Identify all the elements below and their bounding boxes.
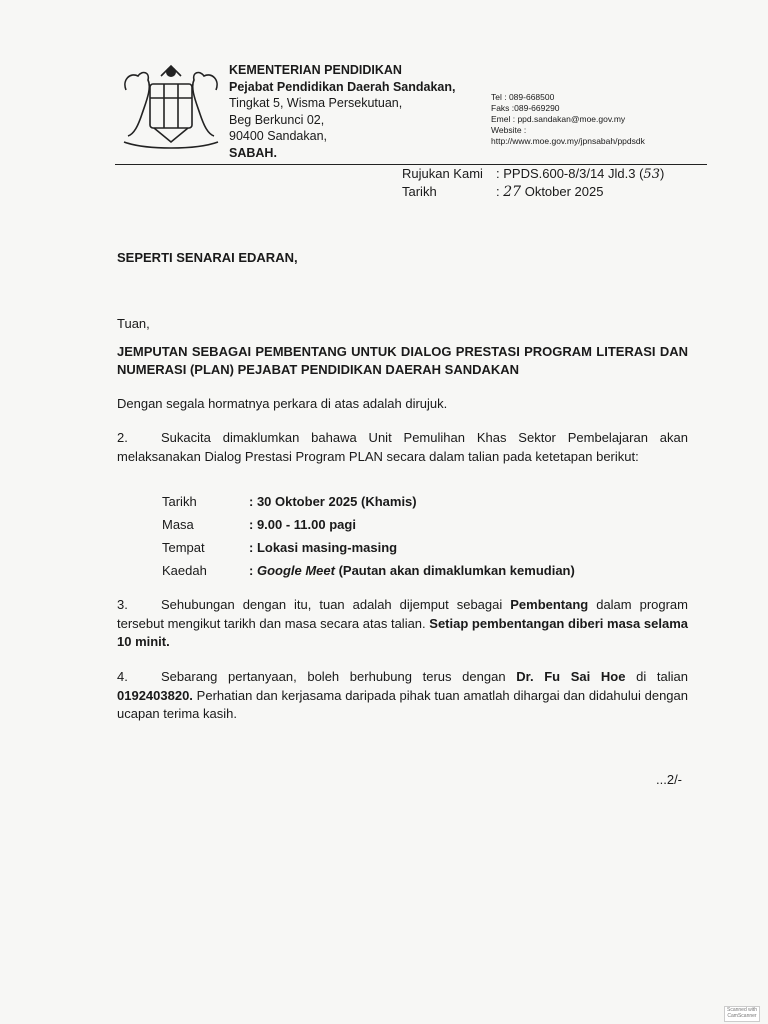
paragraph-text: Perhatian dan kerjasama daripada pihak tuan amatlah dihargai dan didahului dengan ucapan terima kasih. xyxy=(117,687,688,721)
detail-label: Tempat xyxy=(162,540,205,555)
scanner-line: Scanned with xyxy=(726,1007,758,1013)
paragraph-text: Sukacita dimaklumkan bahawa Unit Pemulihan Khas Sektor Pembelajaran akan melaksanakan Dialog Prestasi Program PLAN secara dalam talian pada ketetapan berikut: xyxy=(117,430,688,464)
header-divider xyxy=(115,164,707,165)
intro-paragraph: Dengan segala hormatnya perkara di atas adalah dirujuk. xyxy=(117,396,448,411)
paragraph-4 xyxy=(117,668,688,724)
reference-value: : PPDS.600-8/3/14 Jld.3 ( xyxy=(496,166,644,181)
reference-label: Rujukan Kami xyxy=(402,166,483,181)
paragraph-number: 2. xyxy=(117,430,128,445)
detail-label: Tarikh xyxy=(162,494,197,509)
ministry-name: KEMENTERIAN PENDIDIKAN xyxy=(229,63,402,77)
salutation: Tuan, xyxy=(117,316,150,331)
paragraph-number: 3. xyxy=(117,597,128,612)
address-state: SABAH. xyxy=(229,145,277,160)
detail-value: (Pautan akan dimaklumkan kemudian) xyxy=(334,563,575,578)
paragraph-bold: Pembentang xyxy=(510,597,589,612)
contact-website-url: http://www.moe.gov.my/jpnsabah/ppdsdk xyxy=(491,136,645,146)
contact-tel: Tel : 089-668500 xyxy=(491,92,555,102)
detail-row-method xyxy=(162,563,575,578)
organization-address xyxy=(229,62,455,161)
date-month-year: Oktober 2025 xyxy=(524,184,604,199)
office-name: Pejabat Pendidikan Daerah Sandakan, xyxy=(229,79,456,94)
address-line: 90400 Sandakan, xyxy=(229,129,328,143)
detail-row-time xyxy=(162,517,356,532)
paragraph-text: di talian xyxy=(625,669,688,684)
letter-title: JEMPUTAN SEBAGAI PEMBENTANG UNTUK DIALOG PRESTASI PROGRAM LITERASI DAN NUMERASI (PLAN) PEJABAT PENDIDIKAN DAERAH SANDAKAN xyxy=(117,344,688,377)
date-handwritten-day: 27 xyxy=(503,184,522,200)
scanner-line: CamScanner xyxy=(727,1013,757,1019)
detail-row-date xyxy=(162,494,417,509)
paragraph-text: dalam program tersebut mengikut tarikh dan masa secara atas talian. xyxy=(117,597,688,631)
detail-label: Kaedah xyxy=(162,563,207,578)
recipient: SEPERTI SENARAI EDARAN, xyxy=(117,250,298,265)
page-continuation-marker: ...2/- xyxy=(656,772,683,787)
reference-handwritten: 53 xyxy=(643,167,660,182)
detail-value: : 30 Oktober 2025 (Khamis) xyxy=(249,494,417,509)
paragraph-text: Sehubungan dengan itu, tuan adalah dijemput sebagai xyxy=(161,597,511,612)
address-line: Beg Berkunci 02, xyxy=(229,112,325,127)
paragraph-3 xyxy=(117,596,688,652)
reference-line xyxy=(402,166,664,182)
detail-value: : Lokasi masing-masing xyxy=(249,540,398,555)
detail-label: Masa xyxy=(162,517,194,532)
detail-value-italic: Google Meet xyxy=(256,563,335,578)
contact-phone: 0192403820. xyxy=(117,687,193,703)
contact-website-label: Website : xyxy=(491,125,527,135)
contact-email: Emel : ppd.sandakan@moe.gov.my xyxy=(491,114,626,124)
detail-row-place xyxy=(162,540,397,555)
contact-fax: Faks :089-669290 xyxy=(491,103,560,113)
paragraph-bold: Setiap pembentangan diberi masa selama 10 minit. xyxy=(117,615,688,649)
paragraph-2 xyxy=(117,429,688,466)
coat-of-arms-icon xyxy=(116,62,226,152)
date-colon: : xyxy=(496,184,500,199)
date-line xyxy=(402,184,603,200)
contact-person: Dr. Fu Sai Hoe xyxy=(516,669,626,684)
scanner-watermark xyxy=(724,1006,760,1022)
detail-colon: : xyxy=(249,563,257,578)
address-line: Tingkat 5, Wisma Persekutuan, xyxy=(229,96,403,110)
paragraph-text: Sebarang pertanyaan, boleh berhubung terus dengan xyxy=(161,669,517,684)
detail-value: : 9.00 - 11.00 pagi xyxy=(249,517,356,532)
paragraph-number: 4. xyxy=(117,669,128,684)
contact-info xyxy=(491,92,645,147)
date-label: Tarikh xyxy=(402,184,437,199)
reference-close: ) xyxy=(659,166,665,181)
